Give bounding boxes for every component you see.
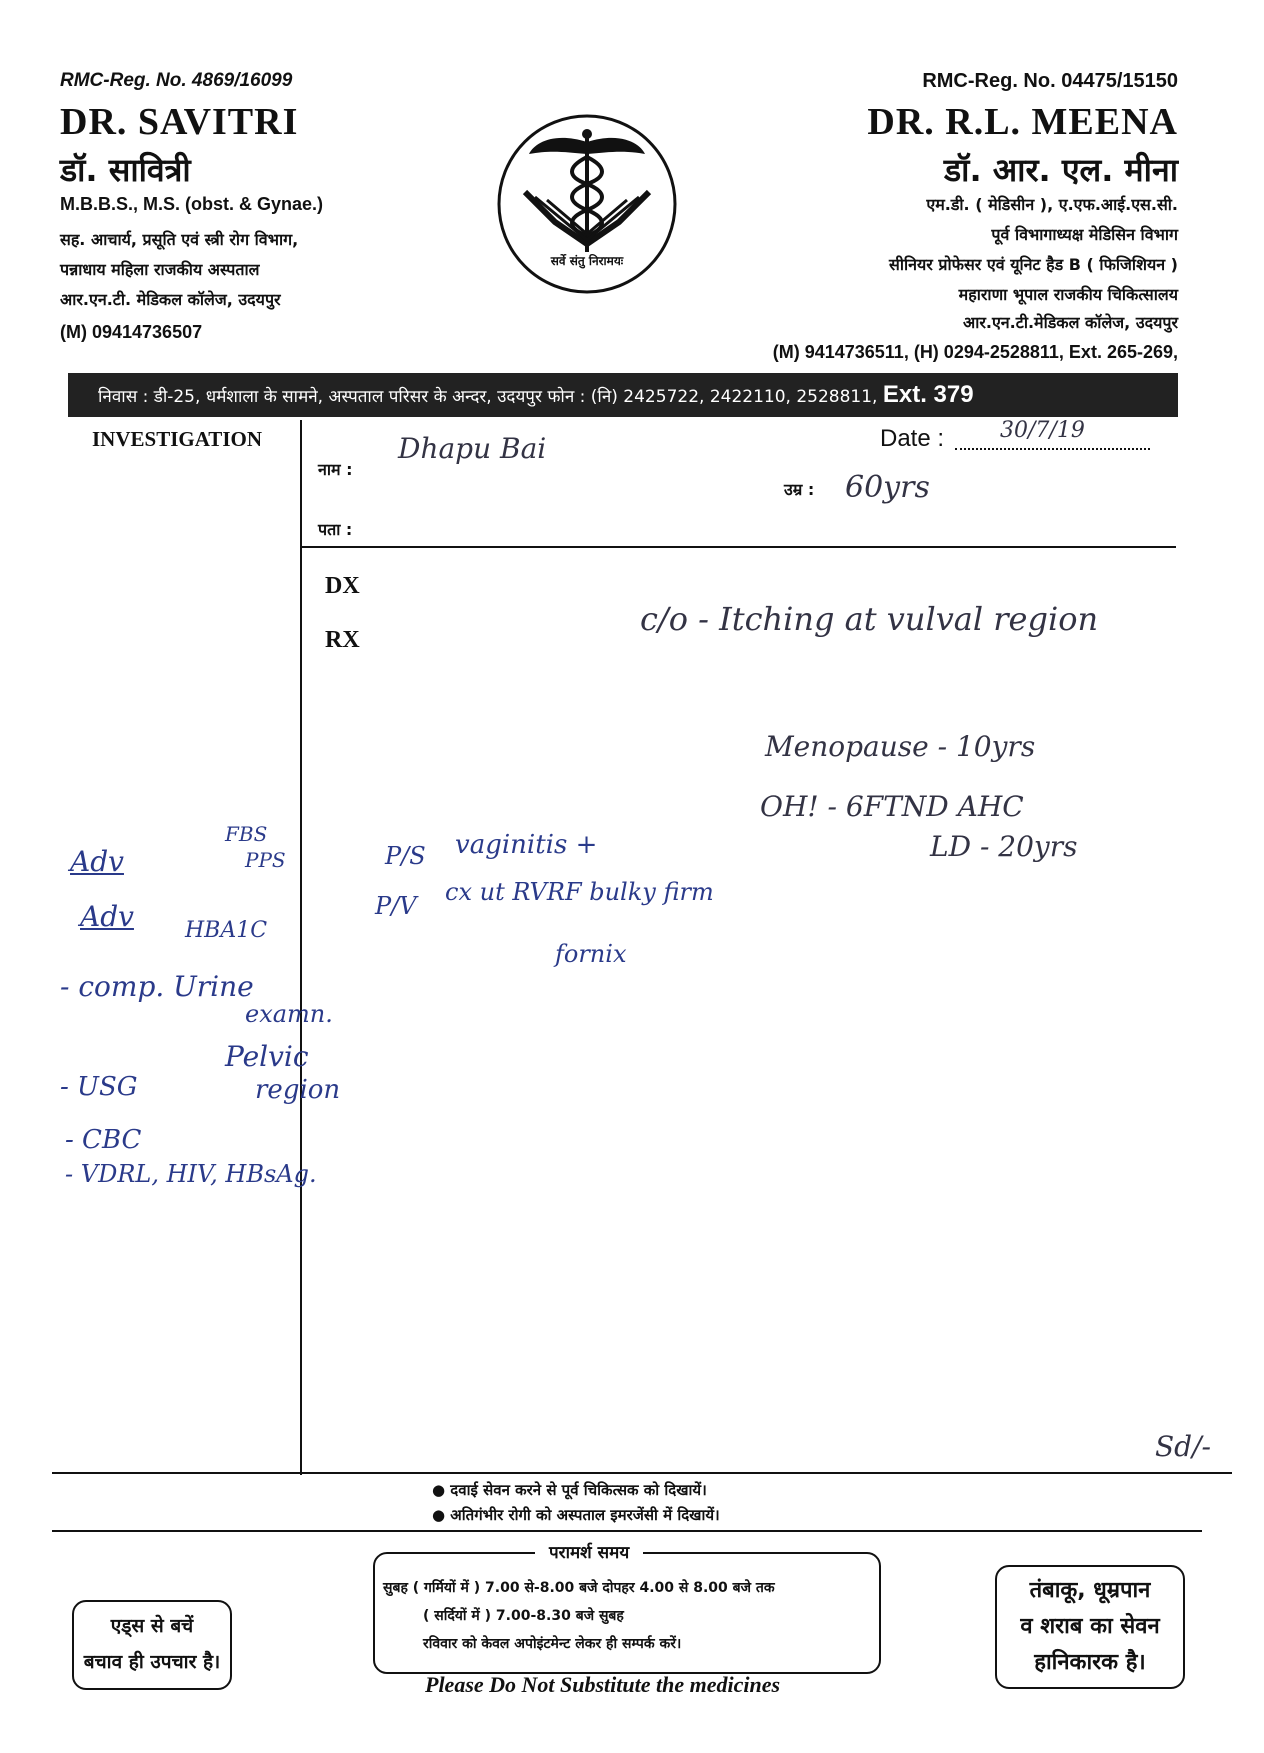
left-doctor-name: DR. SAVITRI xyxy=(60,101,299,143)
usg-note-3: region xyxy=(255,1075,341,1105)
vdrl-note: - VDRL, HIV, HBsAg. xyxy=(65,1160,317,1188)
consult-line1: सुबह ( गर्मियों में ) 7.00 से-8.00 बजे दोपहर 4.00 से 8.00 बजे तक xyxy=(383,1580,775,1596)
aids-box xyxy=(72,1600,232,1690)
adv-note-1: Adv xyxy=(70,845,124,878)
ps-finding: vaginitis + xyxy=(455,830,598,860)
complaint-note: c/o - Itching at vulval region xyxy=(640,600,1099,638)
warning-2: ● अतिगंभीर रोगी को अस्पताल इमरजेंसी में दिखायें। xyxy=(432,1506,720,1524)
right-doctor-line2: पूर्व विभागाध्यक्ष मेडिसिन विभाग xyxy=(991,225,1178,244)
consult-title: परामर्श समय xyxy=(535,1540,643,1563)
substitute-note: Please Do Not Substitute the medicines xyxy=(425,1672,781,1697)
investigation-label: INVESTIGATION xyxy=(92,427,262,451)
hba1c-note: HBA1C xyxy=(185,918,268,943)
right-doctor-name-hindi: डॉ. आर. एल. मीना xyxy=(944,151,1178,189)
age-label: उम्र : xyxy=(784,480,815,499)
tobacco-line3: हानिकारक है। xyxy=(1034,1650,1146,1675)
left-doctor-degree: M.B.B.S., M.S. (obst. & Gynae.) xyxy=(60,194,324,214)
footer-divider-top xyxy=(52,1472,1232,1474)
tobacco-box xyxy=(995,1565,1185,1689)
right-doctor-line1: एम.डी. ( मेडिसीन ), ए.एफ.आई.एस.सी. xyxy=(926,195,1178,214)
logo-motto: सर्वे संतु निरामयः xyxy=(550,254,624,268)
ps-label: P/S xyxy=(385,842,426,870)
left-doctor-line2: पन्नाधाय महिला राजकीय अस्पताल xyxy=(60,260,260,279)
consult-line2: ( सर्दियों में ) 7.00-8.30 बजे सुबह xyxy=(423,1608,624,1624)
usg-note: - USG xyxy=(60,1072,138,1102)
address-label: पता : xyxy=(318,520,353,539)
comp-urine-note-2: examn. xyxy=(245,1000,333,1028)
column-divider xyxy=(300,420,302,1475)
name-label: नाम : xyxy=(318,460,353,479)
date-line xyxy=(955,448,1150,450)
warning-1: ● दवाई सेवन करने से पूर्व चिकित्सक को दिखायें। xyxy=(432,1481,707,1499)
aids-line2: बचाव ही उपचार है। xyxy=(83,1651,221,1673)
name-value: Dhapu Bai xyxy=(398,432,547,465)
tobacco-line1: तंबाकू, धूम्रपान xyxy=(1029,1578,1151,1603)
pps-note: PPS xyxy=(245,848,286,872)
right-reg-number: RMC-Reg. No. 04475/15150 xyxy=(922,70,1178,92)
fbs-note: FBS xyxy=(225,822,268,846)
rx-label: RX xyxy=(325,627,360,653)
age-value: 60yrs xyxy=(845,470,930,505)
residence-bar xyxy=(68,373,1178,417)
adv-note-2: Adv xyxy=(80,900,134,933)
consult-line3: रविवार को केवल अपोइंटमेन्ट लेकर ही सम्पर्क करें। xyxy=(423,1636,682,1652)
comp-urine-note: - comp. Urine xyxy=(60,970,254,1003)
date-value: 30/7/19 xyxy=(1000,418,1085,443)
consult-box xyxy=(373,1543,881,1674)
signature: Sd/- xyxy=(1155,1430,1211,1463)
header-divider xyxy=(300,546,1176,548)
left-doctor-name-hindi: डॉ. सावित्री xyxy=(60,151,191,189)
left-doctor-line3: आर.एन.टी. मेडिकल कॉलेज, उदयपुर xyxy=(60,290,281,309)
right-doctor-name: DR. R.L. MEENA xyxy=(867,101,1178,143)
usg-note-2: Pelvic xyxy=(225,1040,309,1073)
pv-label: P/V xyxy=(375,892,417,920)
date-label: Date : xyxy=(880,425,945,452)
left-doctor-line1: सह. आचार्य, प्रसूति एवं स्त्री रोग विभाग, xyxy=(60,230,299,249)
ld-note: LD - 20yrs xyxy=(930,830,1078,863)
right-doctor-phones: (M) 9414736511, (H) 0294-2528811, Ext. 265-269, xyxy=(772,342,1178,362)
oh-note: OH! - 6FTND AHC xyxy=(760,790,1024,823)
right-doctor-line5: आर.एन.टी.मेडिकल कॉलेज, उदयपुर xyxy=(962,313,1178,332)
right-doctor-line3: सीनियर प्रोफेसर एवं यूनिट हैड B ( फिजिशियन ) xyxy=(889,255,1178,274)
caduceus-logo xyxy=(495,112,679,296)
residence-text: निवास : डी-25, धर्मशाला के सामने, अस्पताल परिसर के अन्दर, उदयपुर फोन : (नि) 2425722, 2422110, 2528811, xyxy=(98,387,878,407)
pv-finding: cx ut RVRF bulky firm xyxy=(445,878,714,906)
pv-finding-fornix: fornix xyxy=(555,940,627,968)
residence-ext: Ext. 379 xyxy=(882,381,974,408)
footer-divider-bottom xyxy=(52,1530,1202,1532)
aids-line1: एड्स से बचें xyxy=(110,1615,194,1637)
menopause-note: Menopause - 10yrs xyxy=(765,730,1036,763)
tobacco-line2: व शराब का सेवन xyxy=(1020,1614,1160,1639)
cbc-note: - CBC xyxy=(65,1125,142,1155)
dx-label: DX xyxy=(325,573,360,599)
left-doctor-mobile: (M) 09414736507 xyxy=(60,322,203,342)
right-doctor-line4: महाराणा भूपाल राजकीय चिकित्सालय xyxy=(958,285,1178,304)
left-reg-number: RMC-Reg. No. 4869/16099 xyxy=(60,70,293,91)
